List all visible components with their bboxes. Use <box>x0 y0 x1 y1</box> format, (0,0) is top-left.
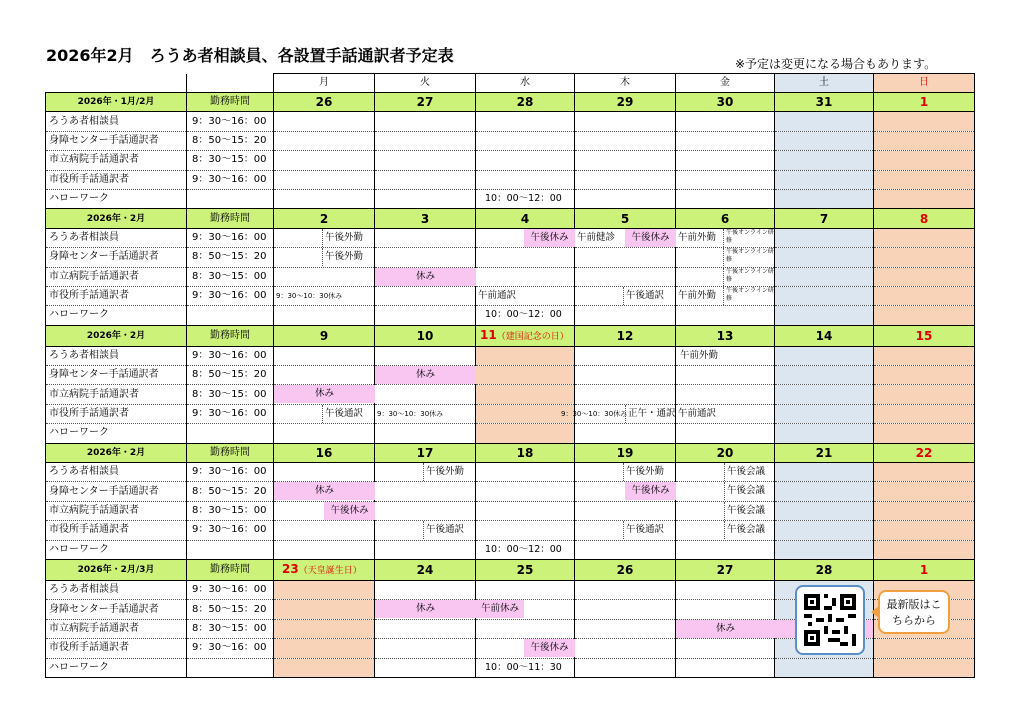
day-number: 29 <box>575 93 676 112</box>
day-number: 28 <box>775 559 874 580</box>
day-number: 31 <box>775 93 874 112</box>
day-number: 5 <box>575 209 676 228</box>
staff-hours: 8：50～15：20 <box>187 131 274 150</box>
event-label: 午前外勤 <box>678 289 717 301</box>
week-label: 2026年・2月 <box>46 209 187 228</box>
event-label: 午後休み <box>524 229 575 247</box>
event-label: 午前外勤 <box>678 231 717 243</box>
staff-name: 市立病院手話通訳者 <box>46 619 187 638</box>
staff-name: 市役所手話通訳者 <box>46 521 187 540</box>
holiday-name: （天皇誕生日） <box>298 565 362 576</box>
day-number: 1 <box>874 559 975 580</box>
week-label: 2026年・2月 <box>46 443 187 462</box>
week-header <box>46 93 975 112</box>
event-label: 午後休み <box>625 482 676 500</box>
staff-row <box>46 501 975 520</box>
staff-row <box>46 112 975 131</box>
staff-name: ハローワーク <box>46 540 187 559</box>
staff-hours: 9：30～16：00 <box>187 580 274 599</box>
hello-work-time: 10：00～11：30 <box>485 661 562 673</box>
staff-name: ろうあ者相談員 <box>46 346 187 365</box>
week-header <box>46 325 975 346</box>
event-label: 休み <box>375 600 476 618</box>
event-label: 午前外勤 <box>680 349 719 361</box>
event-label: 午後オンライン研修 <box>723 287 776 305</box>
weekday-sat: 土 <box>775 74 874 93</box>
staff-hours: 9：30～16：00 <box>187 521 274 540</box>
event-label: 休み <box>676 620 775 638</box>
staff-hours: 8：30～15：00 <box>187 385 274 404</box>
staff-name: 市役所手話通訳者 <box>46 170 187 189</box>
qr-code-icon <box>804 594 856 646</box>
event-label: 午後通訳 <box>623 521 664 539</box>
staff-row <box>46 306 975 325</box>
weekday-sun: 日 <box>874 74 975 93</box>
day-number: 22 <box>874 443 975 462</box>
hello-work-time: 10：00～12：00 <box>485 543 562 555</box>
day-number: 30 <box>676 93 775 112</box>
staff-name: ろうあ者相談員 <box>46 580 187 599</box>
staff-name: ハローワーク <box>46 306 187 325</box>
staff-hours: 8：50～15：20 <box>187 600 274 619</box>
day-number: 26 <box>575 559 676 580</box>
staff-name: 身障センター手話通訳者 <box>46 248 187 267</box>
staff-name: 市立病院手話通訳者 <box>46 151 187 170</box>
qr-caption: 最新版はこちらから <box>886 598 942 627</box>
staff-row <box>46 346 975 365</box>
qr-caption-bubble <box>878 590 950 634</box>
staff-row <box>46 482 975 501</box>
event-label: 午後オンライン研修 <box>723 229 776 247</box>
weekday-wed: 水 <box>476 74 575 93</box>
event-label: 午後外勤 <box>322 229 363 247</box>
staff-hours: 8：50～15：20 <box>187 366 274 385</box>
weekday-row <box>46 74 975 93</box>
staff-hours: 9：30～16：00 <box>187 286 274 305</box>
staff-name: 市役所手話通訳者 <box>46 404 187 423</box>
work-hours-header: 勤務時間 <box>187 325 274 346</box>
day-number: 8 <box>874 209 975 228</box>
staff-name: 市役所手話通訳者 <box>46 286 187 305</box>
day-number: 24 <box>375 559 476 580</box>
day-number: 6 <box>676 209 775 228</box>
staff-row <box>46 404 975 423</box>
staff-hours: 8：30～15：00 <box>187 619 274 638</box>
week-label: 2026年・1月/2月 <box>46 93 187 112</box>
event-label: 午後休み <box>524 639 575 657</box>
staff-hours: 9：30～16：00 <box>187 404 274 423</box>
event-label: 休み <box>274 482 375 500</box>
schedule-note: ※予定は変更になる場合もあります。 <box>735 57 937 71</box>
staff-row <box>46 228 975 247</box>
staff-name: ハローワーク <box>46 658 187 677</box>
staff-row <box>46 366 975 385</box>
staff-name: ハローワーク <box>46 424 187 443</box>
event-label: 午後会議 <box>724 502 765 520</box>
staff-name: ハローワーク <box>46 189 187 208</box>
day-number: 9 <box>274 325 375 346</box>
staff-row <box>46 248 975 267</box>
work-hours-header: 勤務時間 <box>187 93 274 112</box>
weekday-mon: 月 <box>274 74 375 93</box>
staff-hours: 8：30～15：00 <box>187 501 274 520</box>
event-label: 9：30～10：30休み <box>276 291 343 300</box>
staff-name: 身障センター手話通訳者 <box>46 366 187 385</box>
day-number: 1 <box>874 93 975 112</box>
day-number: 27 <box>375 93 476 112</box>
event-label: 午後通訳 <box>322 405 363 423</box>
hello-work-time: 10：00～12：00 <box>485 309 562 321</box>
event-label: 午後会議 <box>724 521 765 539</box>
event-label: 午前通訳 <box>478 289 517 301</box>
day-number: 10 <box>375 325 476 346</box>
day-number: 13 <box>676 325 775 346</box>
day-number: 4 <box>476 209 575 228</box>
event-label: 午後通訳 <box>623 287 664 305</box>
staff-hours: 8：30～15：00 <box>187 267 274 286</box>
week-label: 2026年・2月/3月 <box>46 559 187 580</box>
event-label: 午後休み <box>324 502 375 520</box>
staff-name: 身障センター手話通訳者 <box>46 600 187 619</box>
event-label: 休み <box>375 268 476 286</box>
event-label: 休み <box>274 385 375 403</box>
staff-row <box>46 151 975 170</box>
staff-hours: 8：50～15：20 <box>187 482 274 501</box>
weekday-fri: 金 <box>676 74 775 93</box>
staff-name: 市立病院手話通訳者 <box>46 267 187 286</box>
staff-hours: 9：30～16：00 <box>187 346 274 365</box>
day-number: 2 <box>274 209 375 228</box>
day-number: 14 <box>775 325 874 346</box>
staff-hours: 9：30～16：00 <box>187 639 274 658</box>
staff-hours: 8：30～15：00 <box>187 151 274 170</box>
week-label: 2026年・2月 <box>46 325 187 346</box>
qr-code[interactable] <box>795 585 865 655</box>
day-number: 12 <box>575 325 676 346</box>
work-hours-header: 勤務時間 <box>187 443 274 462</box>
staff-name: 市役所手話通訳者 <box>46 639 187 658</box>
work-hours-header: 勤務時間 <box>187 559 274 580</box>
staff-row <box>46 463 975 482</box>
staff-row <box>46 267 975 286</box>
holiday-name: （建国記念の日） <box>496 331 569 342</box>
staff-name: 身障センター手話通訳者 <box>46 131 187 150</box>
staff-row <box>46 424 975 443</box>
work-hours-header: 勤務時間 <box>187 209 274 228</box>
event-label: 午後外勤 <box>423 463 464 481</box>
week-header <box>46 559 975 580</box>
staff-name: ろうあ者相談員 <box>46 463 187 482</box>
page-title: 2026年2月 ろうあ者相談員、各設置手話通訳者予定表 <box>46 46 454 65</box>
staff-hours: 9：30～16：00 <box>187 228 274 247</box>
day-number: 18 <box>476 443 575 462</box>
staff-name: 市立病院手話通訳者 <box>46 501 187 520</box>
week-header <box>46 443 975 462</box>
event-label: 午後外勤 <box>623 463 664 481</box>
staff-row <box>46 658 975 677</box>
staff-row <box>46 131 975 150</box>
staff-name: ろうあ者相談員 <box>46 112 187 131</box>
day-number: 27 <box>676 559 775 580</box>
staff-row <box>46 385 975 404</box>
event-label: 午後会議 <box>724 482 765 500</box>
event-label: 午後外勤 <box>322 248 363 266</box>
event-label: 午後会議 <box>724 463 765 481</box>
event-label: 午後オンライン研修 <box>723 268 776 286</box>
staff-row <box>46 540 975 559</box>
event-label: 午後休み <box>625 229 676 247</box>
day-number: 26 <box>274 93 375 112</box>
event-label: 9：30～10：30休み <box>561 409 628 418</box>
day-number: 16 <box>274 443 375 462</box>
day-number: 7 <box>775 209 874 228</box>
event-label: 9：30～10：30休み <box>377 409 444 418</box>
weekday-tue: 火 <box>375 74 476 93</box>
event-label: 午前通訳 <box>678 407 717 419</box>
day-number: 17 <box>375 443 476 462</box>
staff-row <box>46 170 975 189</box>
hello-work-time: 10：00～12：00 <box>485 192 562 204</box>
day-number: 21 <box>775 443 874 462</box>
day-number: 23 <box>282 561 299 576</box>
day-number: 15 <box>874 325 975 346</box>
event-label: 午前健診 <box>577 231 616 243</box>
staff-row <box>46 189 975 208</box>
staff-name: ろうあ者相談員 <box>46 228 187 247</box>
staff-hours: 9：30～16：00 <box>187 463 274 482</box>
staff-hours: 9：30～16：00 <box>187 170 274 189</box>
week-header <box>46 209 975 228</box>
event-label: 正午・通訳 <box>625 405 676 423</box>
day-number: 19 <box>575 443 676 462</box>
day-number: 3 <box>375 209 476 228</box>
event-label: 午後オンライン研修 <box>723 248 776 266</box>
day-number: 11 <box>480 327 497 342</box>
weekday-thu: 木 <box>575 74 676 93</box>
day-number: 20 <box>676 443 775 462</box>
staff-row <box>46 521 975 540</box>
staff-name: 市立病院手話通訳者 <box>46 385 187 404</box>
event-label: 休み <box>375 366 476 384</box>
event-label: 午前休み <box>476 600 524 618</box>
day-number: 28 <box>476 93 575 112</box>
day-number: 25 <box>476 559 575 580</box>
staff-row <box>46 286 975 305</box>
staff-hours: 8：50～15：20 <box>187 248 274 267</box>
staff-hours: 9：30～16：00 <box>187 112 274 131</box>
staff-name: 身障センター手話通訳者 <box>46 482 187 501</box>
event-label: 午後通訳 <box>423 521 464 539</box>
